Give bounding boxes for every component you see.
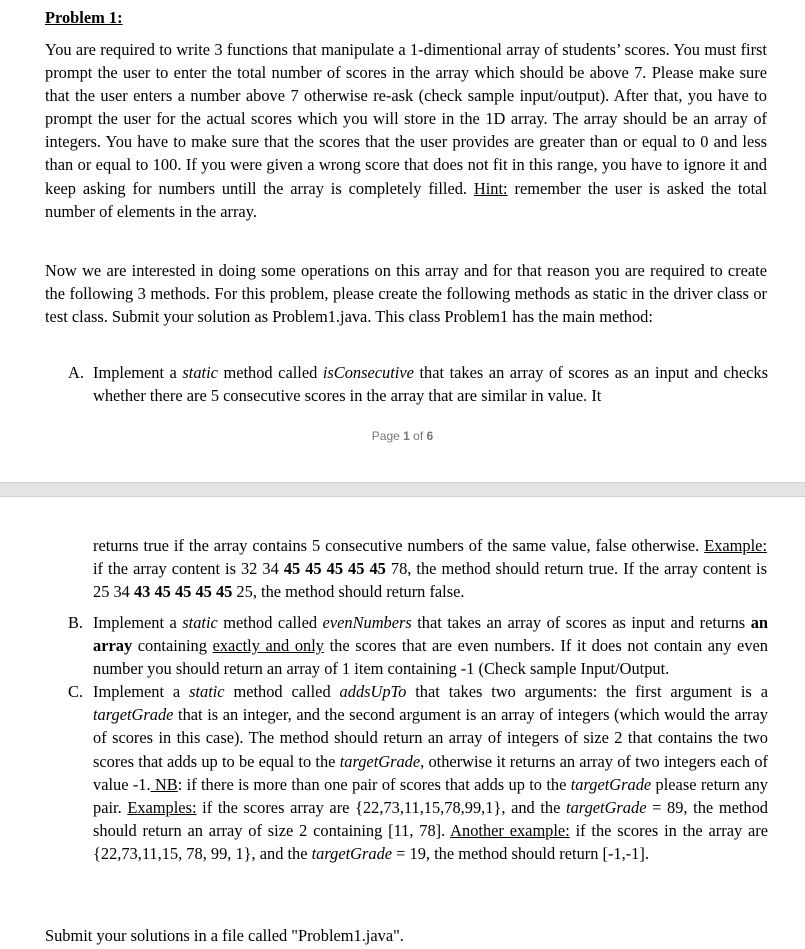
list-item-a-continued: returns true if the array contains 5 consecutive numbers of the same value, false otherwise. Example: if the array content is 32 34 45 45 45 45 45 78, the method should return true. If the array content is 25 34 43 45 45 45 45 25, the method should return false. (93, 536, 767, 602)
list-item-c (68, 680, 768, 865)
list-marker-a: A. (68, 363, 84, 382)
document-page-2 (0, 497, 805, 949)
method-name-isconsecutive: isConsecutive (322, 363, 414, 382)
list-text-c: Implement a static method called addsUpTo that takes two arguments: the first argument is a targetGrade that is an integer, and the second argument is an array of integers (which would the array of scores in this case). The method should return an array of integers of size 2 that contains the two scores that adds up to be equal to the targetGrade, otherwise it returns an array of two integers each of value -1. NB: if there is more than one pair of scores that adds up to the targetGrade please return any pair. Examples: if the scores array are {22,73,11,15,78,99,1}, and the targetGrade = 89, the method should return an array of size 2 containing [11, 78]. Another example: if the scores in the array are {22,73,11,15, 78, 99, 1}, and the targetGrade = 19, the method should return [-1,-1]. (93, 682, 768, 863)
list-item-b (68, 611, 768, 680)
method-list-start (68, 361, 768, 407)
list-marker-c: C. (68, 682, 84, 702)
method-name-evennumbers: evenNumbers (322, 613, 412, 632)
intro-paragraph (45, 38, 767, 223)
hint-text: remember the user is asked the total number of elements in the array. (45, 178, 767, 221)
operations-paragraph: Now we are interested in doing some operations on this array and for that reason you are required to create the following 3 methods. For this problem, please create the following methods as static in the driver class or test class. Submit your solution as Problem1.java. This class Problem1 has the main method: (45, 261, 767, 327)
page-number-footer: Page 1 of 6 (371, 429, 434, 443)
method-list-continued (68, 611, 768, 865)
problem-heading: Problem 1: (45, 8, 123, 27)
list-item-a (68, 361, 768, 407)
list-text-b: Implement a static method called evenNumbers that takes an array of scores as input and returns an array containing exactly and only the scores that are even numbers. If it does not contain any even number you should return an array of 1 item containing -1 (Check sample Input/Output. (93, 613, 768, 679)
hint-label: Hint: (473, 178, 508, 198)
page-separator (0, 482, 805, 497)
list-text-a: Implement a static method called isConsecutive that takes an array of scores as an input and checks whether there are 5 consecutive scores in the array that are similar in value. It (93, 363, 768, 406)
method-name-addsupto: addsUpTo (339, 682, 407, 702)
example-label: Example: (704, 536, 767, 555)
intro-text: You are required to write 3 functions that manipulate a 1-dimentional array of students’ scores. You must first prompt the user to enter the total number of scores in the array which should be above 7. Please make sure that the user enters a number above 7 otherwise re-ask (check sample input/output). After that, you have to prompt the user for the actual scores which you will store in the 1D array. The array should be an array of integers. You have to make sure that the scores that the user provides are greater than or equal to 0 and less than or equal to 100. If you were given a wrong score that does not fit in this range, you have to ignore it and keep asking for numbers untill the array is completely filled. (45, 40, 767, 198)
submit-instruction: Submit your solutions in a file called "Problem1.java". (45, 926, 404, 945)
list-marker-b: B. (68, 613, 84, 632)
